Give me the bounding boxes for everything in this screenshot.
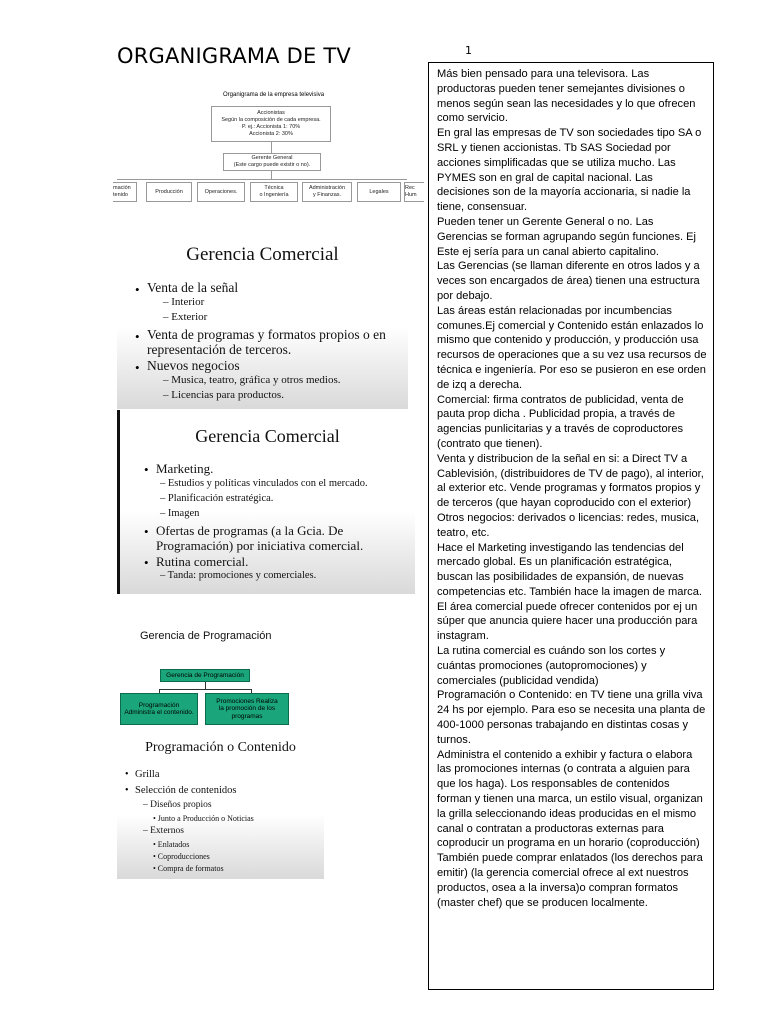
area-label: Administración (308, 185, 346, 191)
area-label: Producción (155, 188, 183, 195)
general-manager-note: (Este cargo puede existir o no). (233, 162, 311, 168)
page-number: 1 (465, 44, 472, 57)
box-label: Promociones Realiza (216, 697, 278, 705)
sub-item: – Licencias para productos. (163, 389, 284, 401)
shareholders-label: Accionistas (257, 110, 285, 116)
bullet: • (135, 282, 140, 297)
area-box-legales (357, 182, 401, 202)
general-manager-label: Gerente General (251, 155, 293, 161)
box-label: la promoción de los (218, 705, 276, 713)
bullet-item: Ofertas de programas (a la Gcia. De (156, 523, 344, 538)
notes-paragraph: Otros negocios: derivados o licencias: redes, musica, teatro, etc. (437, 511, 700, 539)
slide-title: Programación o Contenido (145, 740, 296, 755)
notes-paragraph: Las áreas están relacionadas por incumbencias comunes.Ej comercial y Contenido están enlazados lo mismo que contenido y producción, y producción usa recursos de operaciones que a su vez usa recursos de técnica e ingeniería. Por eso se pusieron en ese orden de izq a derecha. (437, 304, 707, 391)
sub-item: – Planificación estratégica. (160, 493, 274, 504)
general-manager-box (223, 153, 321, 171)
sub-item: – Exterior (163, 311, 208, 323)
box-label: Programación (138, 701, 180, 709)
bullet-item: representación de terceros. (147, 342, 292, 357)
area-label: Rec (405, 185, 415, 191)
area-label: y Finanzas. (312, 192, 342, 198)
sub-sub-item: • Compra de formatos (153, 864, 224, 873)
area-box-produccion (146, 182, 192, 202)
bullet: • (144, 555, 149, 570)
notes-paragraph: Hace el Marketing investigando las tendencias del mercado global. Es un planificación estratégica, buscan las posibilidades de expansión, de nuevas competencias etc. También hace la imagen de marca. (437, 541, 702, 598)
org-chart-title: Organigrama de la empresa televisiva (223, 92, 325, 98)
notes-paragraph: Las Gerencias (se llaman diferente en otros lados y a veces son encargados de área) tienen una estructura por debajo. (437, 260, 700, 302)
notes-paragraph: El área comercial puede ofrecer contenidos por ej un súper que anuncia quiere hacer una producción para instagram. (437, 600, 698, 643)
bullet: • (144, 462, 149, 477)
area-label: Hum (405, 192, 417, 198)
sub-item: – Musica, teatro, gráfica y otros medios. (163, 374, 341, 386)
sub-item: – Interior (163, 296, 205, 308)
slide-title: Gerencia Comercial (195, 426, 340, 446)
bullet: • (135, 360, 140, 375)
bullet-item: Venta de programas y formatos propios o en (147, 327, 386, 342)
box-label: Gerencia de Programación (166, 671, 244, 679)
sub-sub-item: • Coproducciones (153, 852, 210, 861)
sub-item: – Diseños propios (143, 800, 212, 810)
slide-gerencia-comercial-2 (117, 410, 415, 594)
notes-paragraph: También puede comprar enlatados (los derechos para emitir) (la gerencia comercial ofrece al ext nuestros productos, osea a la inversa)o compran formatos (master chef) que se producen localmente. (437, 852, 703, 909)
connector-line (271, 171, 272, 179)
bullet-item: Selección de contenidos (135, 785, 237, 796)
connector-line (205, 682, 206, 689)
box-label: Administra el contenido. (124, 709, 194, 716)
area-label: Legales (369, 188, 389, 195)
sub-item: – Estudios y políticas vinculados con el mercado. (160, 478, 368, 489)
notes-paragraph: La rutina comercial es cuándo son los cortes y cuántas promociones (autopromociones) y comerciales (publicidad vendida) (437, 645, 666, 687)
area-label: Técnica (264, 185, 284, 191)
connector-line (117, 179, 407, 180)
bullet: • (144, 524, 149, 539)
programming-management-box (160, 669, 250, 682)
bullet-item: Programación) por iniciativa comercial. (156, 538, 364, 553)
shareholders-desc: Según la composición de cada empresa. (221, 117, 321, 123)
sub-item: – Imagen (160, 508, 200, 519)
slide-programacion-contenido (117, 735, 324, 879)
area-label: o Ingeniería (259, 192, 289, 198)
connector-line (271, 142, 272, 153)
area-label: Operaciones. (204, 188, 238, 195)
shareholders-box (211, 106, 331, 142)
notes-paragraph: Administra el contenido a exhibir y factura o elabora las promociones internas (o contrata a alguien para que los haga). Los responsables de contenidos forman y tienen una marca, un estilo visual, organizan la grilla seleccionando ideas producidas en el mismo canal o contratan a productoras externas para coproducir un programa en un horario (coproducción) (437, 748, 703, 850)
box-label: programas (231, 712, 263, 720)
bullet-item: Rutina comercial. (156, 554, 249, 569)
promotions-box (205, 693, 289, 725)
connector-line (159, 689, 251, 690)
area-label: tenido (113, 192, 128, 198)
area-box-operaciones (197, 182, 245, 202)
slide-gerencia-comercial-1 (117, 226, 408, 409)
area-box-administracion (302, 182, 352, 202)
programming-box (120, 693, 198, 725)
notes-text-box (428, 62, 714, 990)
bullet: • (125, 769, 129, 780)
bullet: • (135, 329, 140, 344)
area-box-tecnica (250, 182, 298, 202)
bullet-item: Grilla (135, 769, 160, 780)
area-box-contenido (113, 182, 137, 202)
bullet-item: Nuevos negocios (147, 358, 240, 373)
shareholder-2: Accionista 2: 30% (249, 131, 293, 137)
slide-title: Gerencia Comercial (186, 244, 339, 265)
notes-paragraph: En gral las empresas de TV son sociedades tipo SA o SRL y tienen accionistas. Tb SAS Sociedad por acciones simplificadas que se utiliza mucho. Las PYMES son en gral de capital nacional. Las decisiones son de la mayoría accionaria, si nadie la tiene, consensuar. (437, 127, 702, 214)
slide-gerencia-programacion (117, 622, 324, 732)
bullet-item: Marketing. (156, 461, 214, 476)
sub-sub-item: • Junto a Producción o Noticias (153, 814, 254, 823)
sub-sub-item: • Enlatados (153, 840, 190, 849)
notes-paragraph: Pueden tener un Gerente General o no. Las Gerencias se forman agrupando según funciones. Ej (437, 215, 697, 243)
page-title: ORGANIGRAMA DE TV (117, 44, 351, 68)
area-box-rrhh (404, 182, 424, 202)
sub-item: – Tanda: promociones y comerciales. (160, 570, 317, 581)
notes-paragraph: Más bien pensado para una televisora. Las productoras pueden tener semejantes divisiones o menos según sean las necesidades y lo que ofrecen como servicio. (437, 68, 696, 125)
notes-paragraph: Comercial: firma contratos de publicidad, venta de pauta prop dicha . Publicidad propia, a través de agencias punlicitarias y a través de coproductores (contrato que tienen). (437, 393, 684, 450)
slide-title: Gerencia de Programación (140, 630, 272, 642)
notes-paragraph: Venta y distribucion de la señal en si: a Direct TV a Cablevisión, (distribuidores de TV de pago), al interior, al exterior etc. Vende programas y formatos propios y de terceros (que hayan coproducido con el exterior) (437, 452, 704, 510)
bullet-item: Venta de la señal (147, 280, 239, 295)
sub-item: – Externos (143, 826, 184, 836)
org-chart-slide (113, 87, 417, 215)
notes-paragraph: Este ej sería para un canal abierto capitalino. (437, 245, 660, 258)
area-label: mación (113, 185, 131, 191)
notes-paragraph: Programación o Contenido: en TV tiene una grilla viva 24 hs por ejemplo. Para eso se necesita una planta de 400-1000 personas trabajando en distintas cosas y turnos. (437, 689, 706, 746)
bullet: • (125, 785, 129, 796)
shareholder-1: P. ej.: Accionista 1: 70% (241, 124, 301, 130)
